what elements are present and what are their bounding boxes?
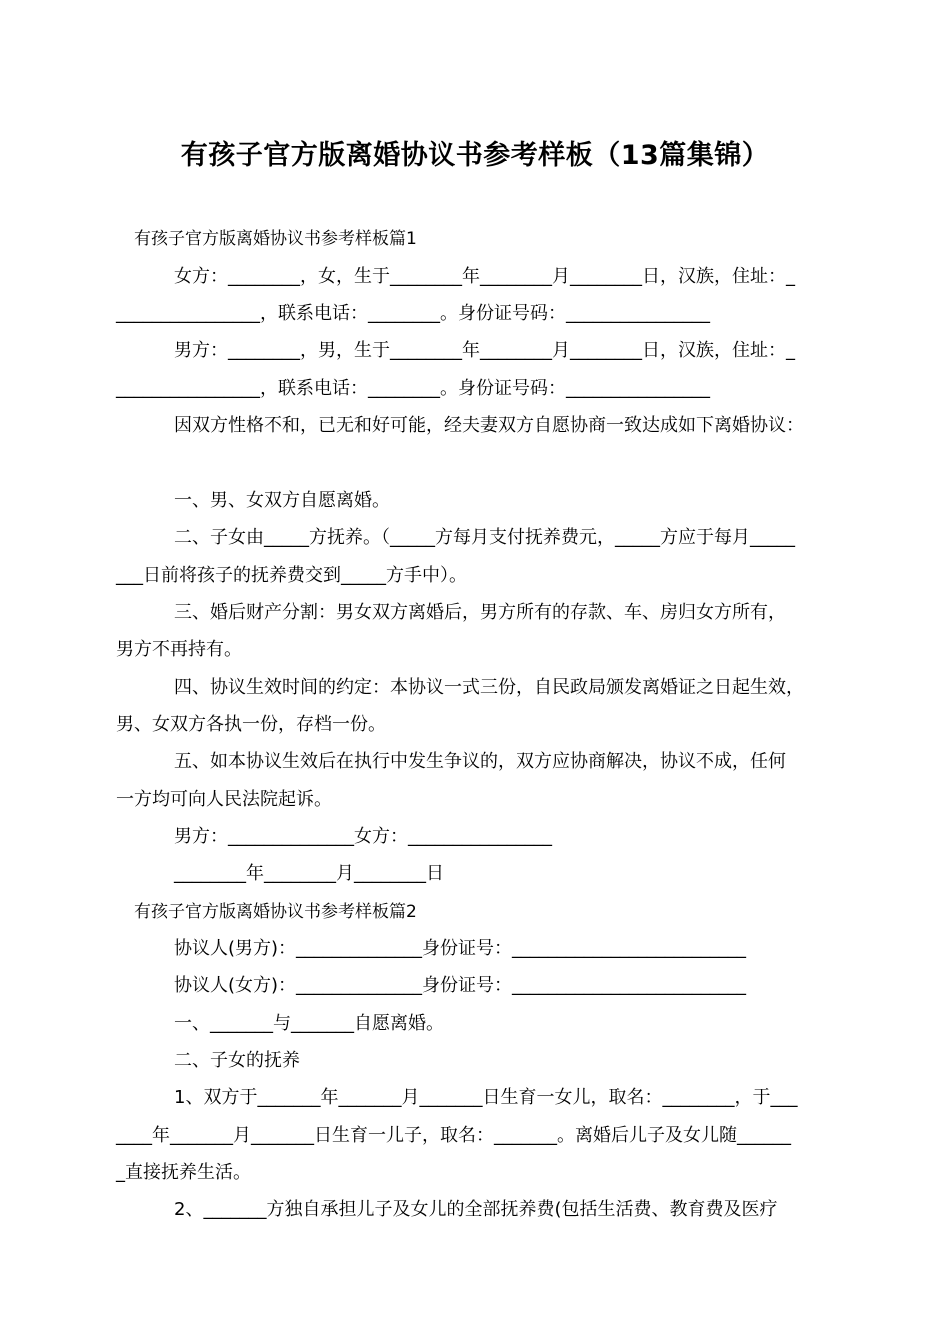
paragraph-line: 1、双方于_______年_______月_______日生育一女儿，取名：________，于___ [174,1087,798,1108]
paragraph-line: ________________，联系电话：________。身份证号码：________________ [116,303,710,324]
paragraph-line: 男方不再持有。 [116,639,242,660]
paragraph-line: 因双方性格不和，已无和好可能，经夫妻双方自愿协商一致达成如下离婚协议： [174,415,804,436]
section-heading-2: 有孩子官方版离婚协议书参考样板篇2 [134,902,417,922]
paragraph-line: 2、_______方独自承担儿子及女儿的全部抚养费(包括生活费、教育费及医疗 [174,1199,778,1220]
paragraph-line: 女方：________，女，生于________年________月________日，汉族，住址：_ [174,266,795,287]
section-heading-1: 有孩子官方版离婚协议书参考样板篇1 [134,229,417,249]
document-title: 有孩子官方版离婚协议书参考样板（13篇集锦） [180,140,770,171]
paragraph-line: ________________，联系电话：________。身份证号码：________________ [116,378,710,399]
paragraph-line: 三、婚后财产分割：男女双方离婚后，男方所有的存款、车、房归女方所有， [174,602,786,623]
paragraph-line: 男、女双方各执一份，存档一份。 [116,714,386,735]
date-line: ________年________月________日 [174,863,444,884]
paragraph-line: 协议人(女方)：______________身份证号：__________________________ [174,975,747,996]
paragraph-line: 二、子女由_____方抚养。（_____方每月支付抚养费元，_____方应于每月_____ [174,527,795,548]
paragraph-line: 四、协议生效时间的约定：本协议一式三份，自民政局颁发离婚证之日起生效， [174,677,804,698]
paragraph-line: 五、如本协议生效后在执行中发生争议的，双方应协商解决，协议不成，任何 [174,751,786,772]
paragraph-line: 男方：________，男，生于________年________月________日，汉族，住址：_ [174,340,795,361]
paragraph-line: 二、子女的抚养 [174,1050,300,1071]
paragraph-line: _直接抚养生活。 [116,1162,251,1183]
paragraph-line: 一方均可向人民法院起诉。 [116,789,332,810]
paragraph-line: 协议人(男方)：______________身份证号：__________________________ [174,938,747,959]
paragraph-line: ___日前将孩子的抚养费交到_____方手中）。 [116,565,467,586]
paragraph-line: 一、男、女双方自愿离婚。 [174,490,390,511]
signature-line: 男方：______________女方：________________ [174,826,552,847]
paragraph-line: 一、_______与_______自愿离婚。 [174,1013,444,1034]
paragraph-line: ____年_______月_______日生育一儿子，取名：_______。离婚后儿子及女儿随______ [116,1125,791,1146]
